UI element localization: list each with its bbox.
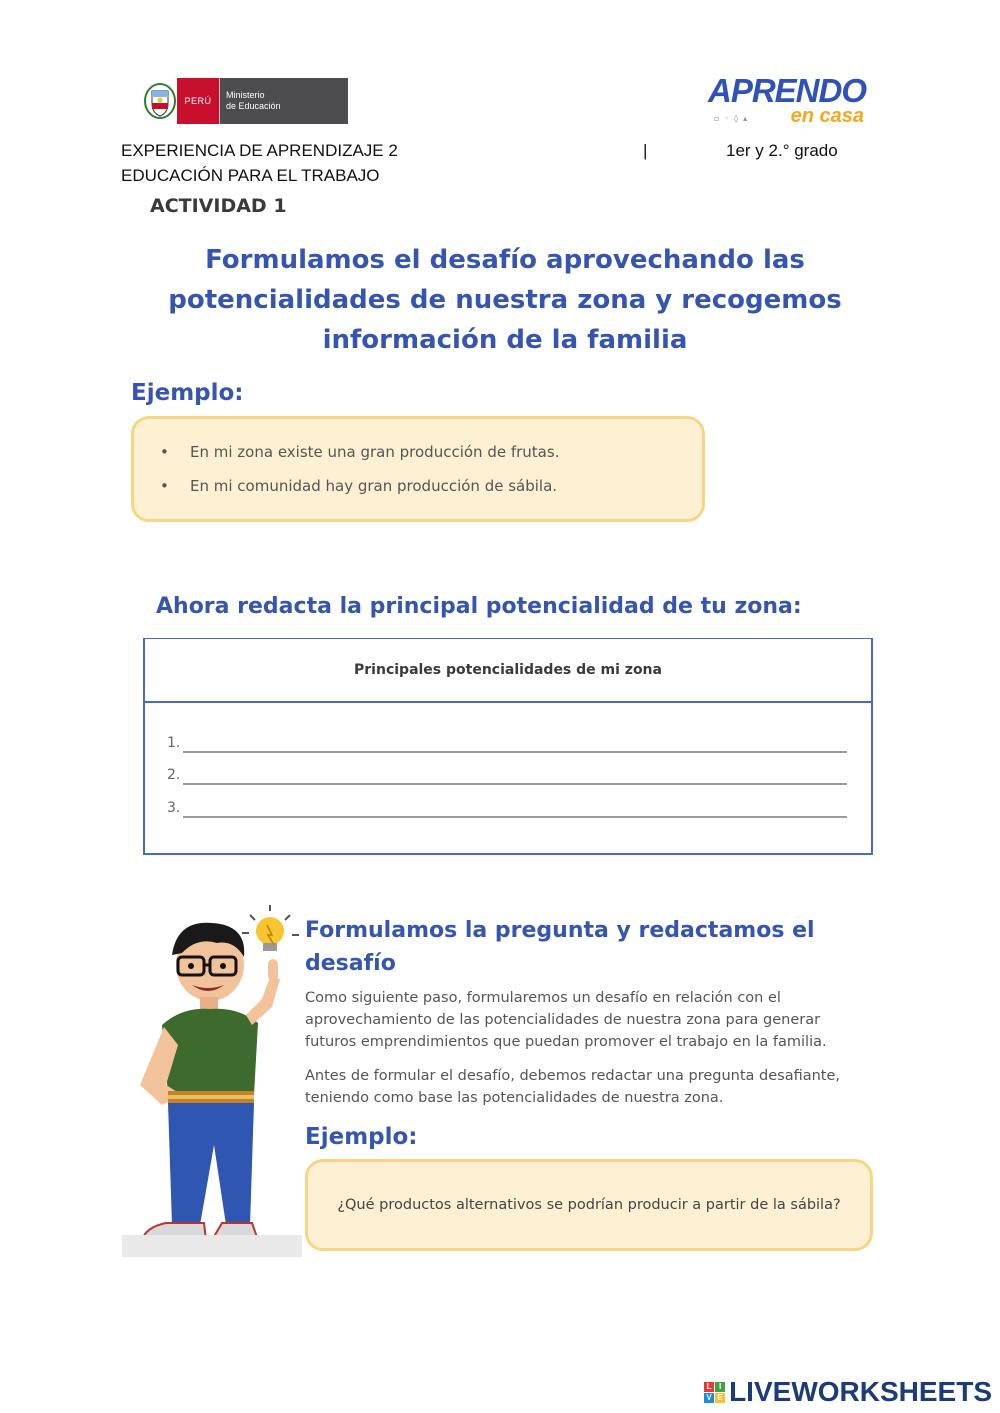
- example-question-box: [305, 1159, 873, 1251]
- paragraph-line: aprovechamiento de las potencialidades de nuestra zona para generar: [305, 1012, 821, 1028]
- example-box: [131, 416, 705, 522]
- table-header: Principales potencialidades de mi zona: [145, 639, 871, 703]
- paragraph-line: futuros emprendimientos que puedan promover el trabajo en la familia.: [305, 1034, 827, 1050]
- line-number: 3.: [167, 800, 181, 816]
- ministry-logo: [143, 78, 348, 124]
- mark-letter: V: [704, 1393, 714, 1403]
- liveworksheets-logo: [704, 1376, 992, 1408]
- lightbulb-icon: [242, 905, 299, 951]
- section-heading-line: desafío: [305, 951, 396, 976]
- list-item: [160, 443, 559, 461]
- ministry-line-2: de Educación: [226, 101, 281, 111]
- liveworksheets-wordmark: LIVEWORKSHEETS: [729, 1376, 992, 1407]
- line-number: 1.: [167, 735, 181, 751]
- example-heading: Ejemplo:: [305, 1124, 418, 1150]
- answer-line-3[interactable]: [167, 798, 847, 818]
- list-item-text: En mi comunidad hay gran producción de sábila.: [190, 477, 558, 495]
- mark-letter: E: [715, 1393, 725, 1403]
- experience-label: EXPERIENCIA DE APRENDIZAJE 2: [121, 141, 398, 160]
- title-line: potencialidades de nuestra zona y recogemos: [168, 285, 842, 315]
- bullet: •: [160, 477, 169, 495]
- header-separator: |: [643, 141, 648, 160]
- example-heading: Ejemplo:: [131, 380, 244, 406]
- answer-line-2[interactable]: [167, 765, 847, 785]
- paragraph-1: [305, 987, 867, 1053]
- student-illustration: [122, 895, 302, 1257]
- title-line: Formulamos el desafío aprovechando las: [205, 245, 805, 275]
- answer-line-1[interactable]: [167, 733, 847, 753]
- section-heading-line: Formulamos la pregunta y redactamos el: [305, 918, 815, 943]
- mark-letter: I: [715, 1382, 725, 1392]
- coat-of-arms-icon: [143, 81, 177, 121]
- aprendo-wordmark: APRENDO: [708, 72, 867, 109]
- potentials-table: [143, 638, 873, 855]
- prompt-heading: Ahora redacta la principal potencialidad de tu zona:: [156, 594, 802, 619]
- ministry-line-1: Ministerio: [226, 90, 265, 100]
- page-title: [120, 240, 890, 360]
- answer-rule[interactable]: [183, 816, 847, 818]
- subject-label: EDUCACIÓN PARA EL TRABAJO: [121, 166, 380, 185]
- title-line: información de la familia: [322, 325, 688, 355]
- list-item-text: En mi zona existe una gran producción de frutas.: [190, 443, 560, 461]
- paragraph-line: Antes de formular el desafío, debemos redactar una pregunta desafiante,: [305, 1068, 841, 1084]
- mark-letter: L: [704, 1382, 714, 1392]
- paragraph-2: [305, 1065, 867, 1109]
- liveworksheets-mark-icon: [704, 1382, 725, 1403]
- activity-label: ACTIVIDAD 1: [150, 195, 287, 217]
- grade-label: 1er y 2.° grado: [726, 141, 838, 160]
- answer-rule[interactable]: [183, 751, 847, 753]
- aprendo-en-casa-logo: [708, 72, 868, 130]
- bullet: •: [160, 443, 169, 461]
- section-heading: [305, 914, 815, 980]
- ministry-name: [219, 78, 348, 124]
- line-number: 2.: [167, 767, 181, 783]
- paragraph-line: Como siguiente paso, formularemos un desafío en relación con el: [305, 990, 781, 1006]
- en-casa-wordmark: en casa: [790, 105, 864, 127]
- peru-label: PERÚ: [177, 78, 219, 124]
- paragraph-line: teniendo como base las potencialidades de nuestra zona.: [305, 1090, 724, 1106]
- answer-rule[interactable]: [183, 783, 847, 785]
- logo-decoration-icon: ▫◦◊▴: [714, 114, 753, 123]
- list-item: [160, 477, 557, 495]
- example-question: ¿Qué productos alternativos se podrían producir a partir de la sábila?: [337, 1197, 841, 1213]
